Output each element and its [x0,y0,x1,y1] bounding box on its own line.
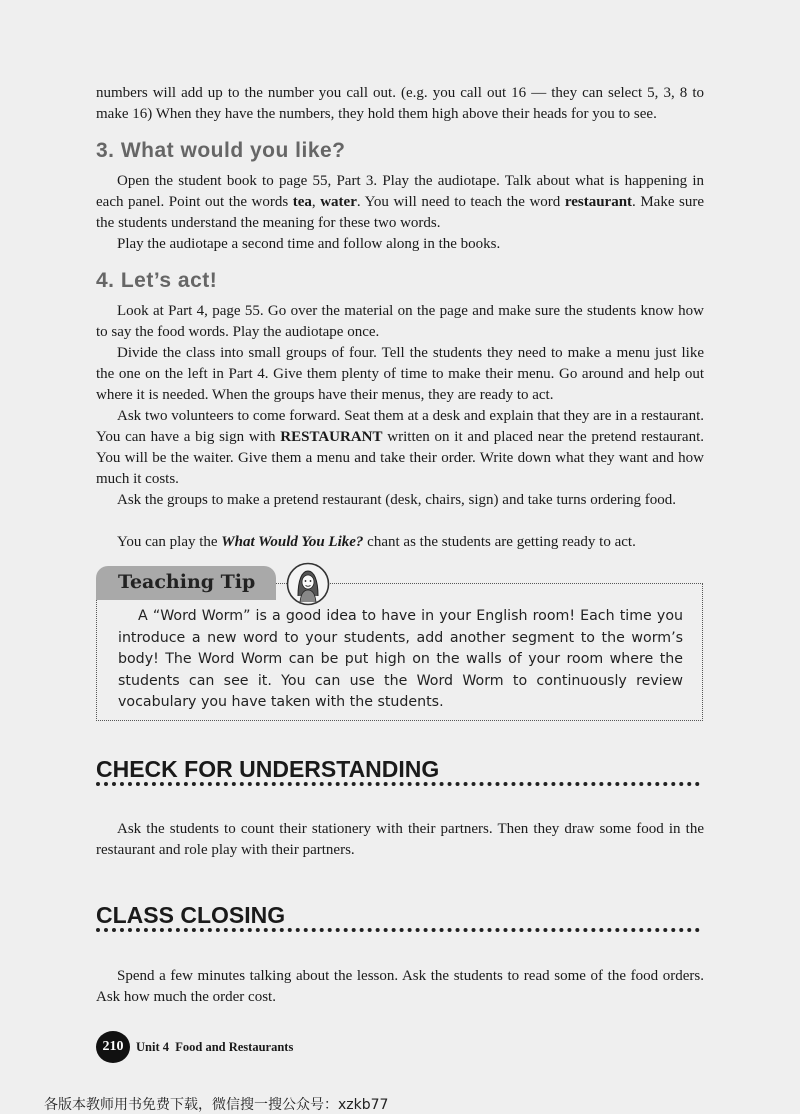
bold-word-tea: tea [292,194,312,210]
dotted-divider [96,928,700,932]
section-4-paragraph-5 [96,532,704,553]
section-4-paragraph-3 [96,406,704,490]
text-run: chant as the students are getting ready to act. [363,534,636,550]
check-for-understanding-text: Ask the students to count their stationery with their partners. Then they draw some food in the restaurant and role play with their partners. [96,821,704,858]
section-3-paragraph-2: Play the audiotape a second time and follow along in the books. [117,236,501,252]
text-run: written on it and placed near the pretend restaurant. You will be the waiter. Give them a menu and take their order. Write down what they want and how much it costs. [96,429,704,487]
unit-label: Unit 4 Food and Restaurants [136,1040,294,1054]
text-run: . You will need to teach the word [356,194,565,210]
text-run: , [311,194,321,210]
text-run: Ask two volunteers to come forward. Seat them at a desk and explain that they are in a restaurant. You can have a big sign with [96,408,704,445]
text-run: Open the student book to page 55, Part 3. Play the audiotape. Talk about what is happening in each panel. Point out the words [96,173,704,210]
dotted-divider [96,782,700,786]
teaching-tip-title: Teaching Tip [118,571,256,593]
intro-paragraph: numbers will add up to the number you call out. (e.g. you call out 16 — they can select 5, 3, 8 to make 16) When they have the numbers, they hold them high above their heads for you to see. [96,85,704,122]
check-for-understanding-heading: CHECK FOR UNDERSTANDING [96,756,440,782]
bold-word-water: water [320,194,357,210]
section-4-paragraph-1: Look at Part 4, page 55. Go over the material on the page and make sure the students know how to say the food words. Play the audiotape once. [96,303,704,340]
section-4-heading: 4. Let’s act! [96,269,218,292]
section-3-paragraph-1 [96,171,704,234]
text-run: . Make sure the students understand the meaning for these two words. [96,194,704,231]
page-number-badge: 210 [96,1031,130,1063]
bold-word-restaurant-sign: RESTAURANT [280,429,383,445]
teacher-avatar-icon [286,562,330,606]
class-closing-heading: CLASS CLOSING [96,902,286,928]
watermark-text: 各版本教师用书免费下载，微信搜一搜公众号：xzkb77 [44,1097,389,1113]
section-4-paragraph-2: Divide the class into small groups of four. Tell the students they need to make a menu just like the one on the left in Part 4. Give them plenty of time to make their menu. Go around and help out where it is needed. When the groups have their menus, they are ready to act. [96,345,704,403]
chant-title: What Would You Like? [221,534,364,550]
text-run: You can play the [117,534,222,550]
bold-word-restaurant: restaurant [564,194,633,210]
section-4-paragraph-4: Ask the groups to make a pretend restaurant (desk, chairs, sign) and take turns ordering food. [117,492,677,508]
class-closing-text: Spend a few minutes talking about the lesson. Ask the students to read some of the food orders. Ask how much the order cost. [96,968,704,1005]
section-3-heading: 3. What would you like? [96,139,346,162]
teaching-tip-text: A “Word Worm” is a good idea to have in your English room! Each time you introduce a new word to your students, add another segment to the worm’s body! The Word Worm can be put high on the walls of your room where the students can see it. You can use the Word Worm to continuously review vocabulary you have taken with the students. [118,608,683,711]
